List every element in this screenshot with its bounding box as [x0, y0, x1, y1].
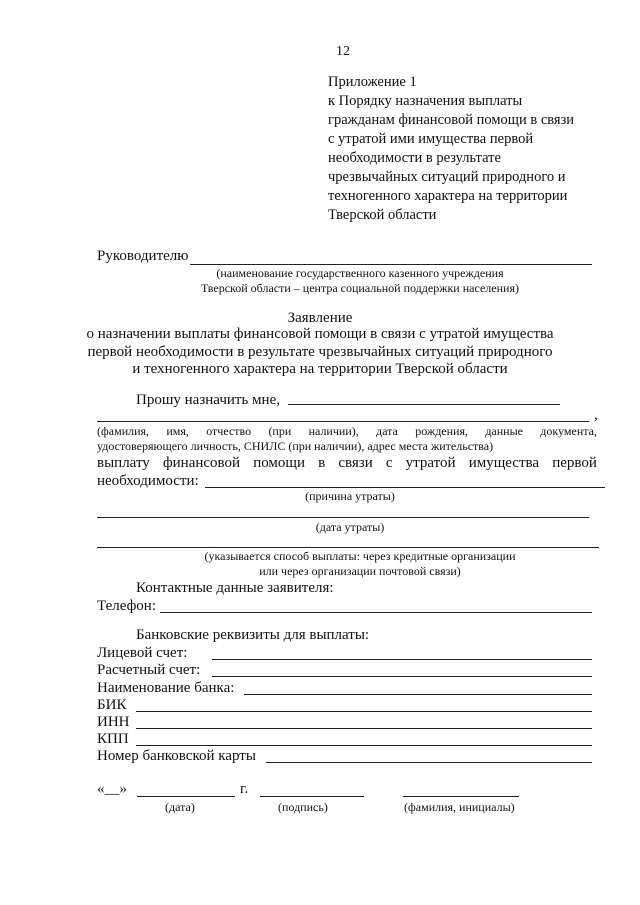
payment-word: имущества: [468, 455, 540, 471]
name-caption: (фамилия, инициалы): [404, 800, 515, 814]
bank-name-label: Наименование банка:: [97, 680, 235, 696]
bik-label: БИК: [97, 697, 127, 713]
addressee-field-line[interactable]: [190, 264, 592, 265]
caption-word: (при: [268, 424, 292, 438]
inn-field-line[interactable]: [136, 728, 592, 729]
personal-account-field-line[interactable]: [212, 659, 592, 660]
addressee-caption: (наименование государственного казенного учреждения: [216, 266, 504, 280]
addressee-caption: Тверской области – центра социальной поддержки населения): [201, 281, 519, 295]
loss-reason-caption: (причина утраты): [305, 489, 395, 503]
payment-word: первой: [552, 455, 597, 471]
page-number: 12: [336, 44, 350, 59]
necessity-label: необходимости:: [97, 473, 199, 489]
date-field-line[interactable]: [137, 796, 235, 797]
date-day-prefix: «__»: [97, 781, 127, 797]
document-subtitle: о назначении выплаты финансовой помощи в связи с утратой имущества: [86, 326, 554, 342]
request-label: Прошу назначить мне,: [136, 392, 280, 408]
phone-label: Телефон:: [97, 598, 156, 614]
name-field-line[interactable]: [403, 796, 519, 797]
caption-word: (фамилия,: [97, 424, 150, 438]
loss-date-caption: (дата утраты): [315, 520, 385, 534]
payment-word: помощи: [253, 455, 305, 471]
payment-word: утратой: [405, 455, 456, 471]
kpp-label: КПП: [97, 731, 129, 747]
payment-word: финансовой: [162, 455, 241, 471]
card-number-field-line[interactable]: [266, 762, 592, 763]
applicant-caption: [97, 424, 597, 439]
card-number-label: Номер банковской карты: [97, 748, 256, 764]
personal-account-label: Лицевой счет:: [97, 645, 188, 661]
document-subtitle: первой необходимости в результате чрезвычайных ситуаций природного: [87, 344, 553, 360]
caption-word: рождения,: [415, 424, 468, 438]
appendix-line: необходимости в результате: [328, 150, 501, 166]
payment-method-line[interactable]: [97, 547, 599, 548]
payment-statement: [97, 455, 597, 472]
caption-word: наличии),: [308, 424, 359, 438]
document-title: Заявление: [287, 310, 353, 326]
signature-caption: (подпись): [278, 800, 328, 814]
appendix-line: Приложение 1: [328, 74, 417, 90]
caption-word: данные: [485, 424, 523, 438]
bank-title: Банковские реквизиты для выплаты:: [136, 627, 370, 643]
inn-label: ИНН: [97, 714, 130, 730]
phone-field-line[interactable]: [160, 612, 592, 613]
kpp-field-line[interactable]: [136, 745, 592, 746]
comma: ,: [594, 407, 598, 423]
signature-field-line[interactable]: [260, 796, 364, 797]
payment-word: выплату: [97, 455, 150, 471]
payment-word: связи: [338, 455, 373, 471]
caption-word: имя,: [166, 424, 189, 438]
payment-word: в: [318, 455, 326, 471]
settlement-account-label: Расчетный счет:: [97, 662, 201, 678]
settlement-account-field-line[interactable]: [212, 676, 592, 677]
appendix-line: чрезвычайных ситуаций природного и: [328, 169, 566, 185]
appendix-header: [328, 73, 628, 225]
payment-method-caption: (указывается способ выплаты: через кредитные организации: [204, 549, 516, 563]
applicant-details-line[interactable]: [97, 421, 589, 422]
caption-word: документа,: [540, 424, 597, 438]
applicant-field-line[interactable]: [288, 404, 560, 405]
appendix-line: с утратой ими имущества первой: [328, 131, 534, 147]
loss-date-line[interactable]: [97, 517, 589, 518]
date-caption: (дата): [165, 800, 195, 814]
loss-reason-line[interactable]: [205, 487, 605, 488]
year-suffix: г.: [240, 781, 249, 797]
caption-word: дата: [376, 424, 398, 438]
contacts-title: Контактные данные заявителя:: [136, 580, 334, 596]
appendix-line: гражданам финансовой помощи в связи: [328, 112, 575, 128]
bik-field-line[interactable]: [136, 711, 592, 712]
appendix-line: к Порядку назначения выплаты: [328, 93, 523, 109]
payment-word: с: [385, 455, 393, 471]
document-subtitle: и техногенного характера на территории Тверской области: [132, 361, 508, 377]
appendix-line: техногенного характера на территории: [328, 188, 568, 204]
bank-name-field-line[interactable]: [244, 694, 592, 695]
addressee-label: Руководителю: [97, 248, 189, 264]
caption-word: отчество: [206, 424, 252, 438]
appendix-line: Тверской области: [328, 207, 437, 223]
applicant-caption: удостоверяющего личность, СНИЛС (при наличии), адрес места жительства): [97, 439, 494, 453]
payment-method-caption: или через организации почтовой связи): [259, 564, 461, 578]
